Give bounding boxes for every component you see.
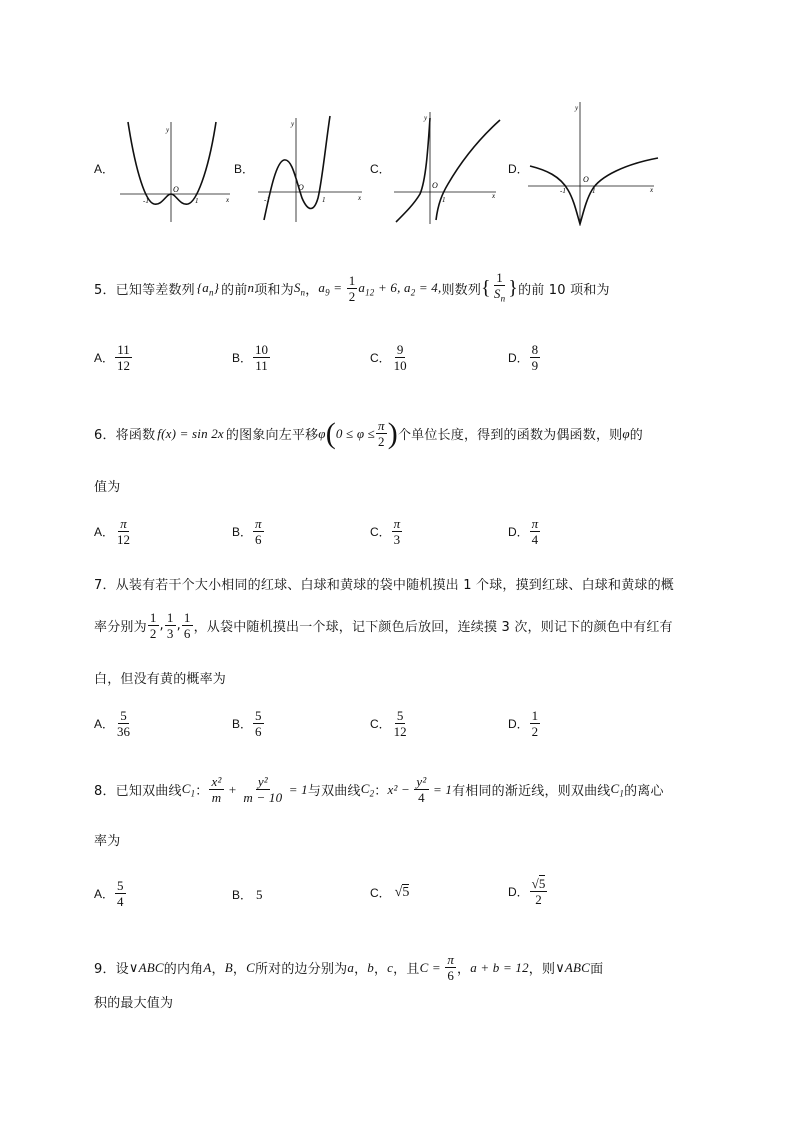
- q4a-origin: O: [173, 185, 179, 194]
- q5-number: 5．: [94, 282, 116, 298]
- q9-text-5: ，: [457, 962, 471, 977]
- q4-option-c-label: C．: [370, 162, 391, 176]
- q8-option-c-label: C．: [370, 886, 391, 900]
- q7-option-b[interactable]: [232, 708, 265, 739]
- q9-text-4: ，且: [393, 962, 420, 977]
- q9-line-2: 积的最大值为: [94, 996, 174, 1011]
- q7-line-2: 率分别为 $\frac{1}{2}$ , $\frac{1}{3}$ , $\frac{1}{6}$ ，从袋中随机摸出一个球，记下颜色后放回，连续摸 3 次，则记下的颜色中有红有: [94, 610, 673, 641]
- q5-option-a-den: 12: [117, 358, 131, 373]
- q8-x2: x²: [211, 774, 222, 789]
- q5-seq: {a: [196, 279, 209, 295]
- q5-seq-sub: n: [208, 287, 214, 298]
- q5-option-b-label: B．: [232, 351, 253, 365]
- q8-option-b-value: 5: [256, 886, 263, 902]
- q5-eq: =: [329, 280, 346, 296]
- q9-comma-2: ，: [232, 962, 247, 977]
- q5-inv-num: 1: [496, 270, 503, 285]
- q4c-one: 1: [442, 196, 446, 204]
- q4-graph-b: [256, 112, 366, 224]
- q7-option-c-num: 5: [396, 708, 404, 723]
- q8-four: 4: [418, 790, 425, 805]
- q6-phi-2: φ: [622, 425, 630, 441]
- q5-option-c-label: C．: [370, 351, 391, 365]
- q6-option-d-label: D．: [508, 525, 529, 539]
- q7-option-c-den: 12: [393, 724, 407, 739]
- q6-option-a-den: 12: [117, 532, 131, 547]
- q8-line-2: 率为: [94, 834, 121, 849]
- q7-number: 7．: [94, 578, 116, 593]
- q7-option-c[interactable]: [370, 708, 410, 739]
- q9-Ceq: C =: [419, 959, 445, 975]
- q4a-neg1: -1: [143, 197, 149, 205]
- q4-graph-a: [116, 114, 236, 224]
- q5-a2-sub: 2: [410, 287, 416, 298]
- q6-option-d[interactable]: [508, 516, 541, 547]
- q4b-one: 1: [322, 196, 326, 204]
- q6-option-a-label: A．: [94, 525, 115, 539]
- q7-option-d-num: 1: [531, 708, 539, 723]
- q4c-ylabel: y: [424, 114, 428, 122]
- q5-a12: a: [358, 279, 366, 295]
- q8-option-d[interactable]: D． $\frac{√5}{2}$: [508, 876, 546, 907]
- q9-a: a: [347, 959, 355, 975]
- q6-option-a[interactable]: [94, 516, 133, 547]
- q8-option-a-label: A．: [94, 887, 115, 901]
- q5-option-d-label: D．: [508, 351, 529, 365]
- q9-comma-3: ，: [354, 962, 368, 977]
- q5-S: S: [293, 279, 301, 295]
- q6-option-b-label: B．: [232, 525, 253, 539]
- q5-half-num: 1: [348, 272, 356, 288]
- q5-seq-close: }: [213, 279, 220, 295]
- q7-option-a[interactable]: [94, 708, 133, 739]
- q9-text-3: 所对的边分别为: [254, 962, 348, 977]
- q5-option-a[interactable]: [94, 342, 133, 373]
- q9-apb: a + b = 12: [470, 959, 529, 975]
- q9-pi: π: [447, 952, 455, 967]
- q8-m: m: [211, 790, 222, 805]
- q5-text-2: 的前: [221, 282, 248, 298]
- q5-option-b[interactable]: [232, 342, 271, 373]
- q9-six: 6: [447, 968, 455, 983]
- q9-text-1: 设: [115, 962, 129, 977]
- q5-option-c[interactable]: [370, 342, 410, 373]
- q5-plus6: + 6,: [374, 280, 404, 296]
- q9-number: 9．: [94, 962, 116, 977]
- q4c-origin: O: [432, 181, 438, 190]
- q6-text-3: 个单位长度，得到的函数为偶函数，则: [397, 428, 623, 443]
- q8-C1b-sub: 1: [619, 788, 625, 799]
- q7-option-d[interactable]: [508, 708, 541, 739]
- q6-cond: 0 ≤ φ ≤: [335, 425, 376, 441]
- q9-text-6: ，则: [528, 962, 556, 977]
- q7-p2-den: 3: [166, 626, 174, 641]
- q4b-origin: O: [298, 183, 304, 192]
- q4b-xlabel: x: [358, 194, 362, 202]
- q6-option-c[interactable]: [370, 516, 403, 547]
- q7-text-2-pre: 率分别为: [94, 620, 147, 635]
- q9-B: B: [224, 959, 233, 975]
- q4b-ylabel: y: [291, 120, 295, 128]
- q5-option-d[interactable]: [508, 342, 541, 373]
- q4-option-d-label: D．: [508, 162, 529, 176]
- q8-option-b[interactable]: [232, 886, 263, 903]
- q4-option-a-label: A．: [94, 162, 115, 176]
- q9-A: A: [203, 959, 212, 975]
- q8-text-2: 与双曲线: [307, 784, 361, 799]
- q6-text-2: 的图象向左平移: [225, 428, 319, 443]
- q6-option-b-num: π: [255, 516, 262, 531]
- q6-text-4: 的: [629, 428, 643, 443]
- q4b-curve: [264, 116, 330, 220]
- q8-text-4: 的离心: [624, 784, 664, 799]
- q7-option-a-den: 36: [117, 724, 131, 739]
- q6-number: 6．: [94, 428, 116, 443]
- q6-option-b-den: 6: [255, 532, 262, 547]
- q8-C1b: C: [610, 780, 620, 796]
- q8-option-d-num: 5: [538, 876, 546, 891]
- q5-inv-frac: [492, 270, 507, 307]
- q5-inv-den: S: [493, 286, 501, 301]
- q4c-xlabel: x: [492, 192, 496, 200]
- q5-a9-sub: 9: [325, 287, 330, 298]
- q5-text-1: 已知等差数列: [115, 282, 195, 298]
- q5-option-d-den: 9: [531, 358, 539, 373]
- q4-option-b-label: B．: [234, 162, 255, 176]
- q9-comma-4: ，: [373, 962, 388, 977]
- q5-option-b-den: 11: [255, 358, 268, 373]
- q7-p1-den: 2: [149, 626, 157, 641]
- q8-option-c[interactable]: C． √5: [370, 884, 410, 900]
- q8-option-d-label: D．: [508, 885, 529, 899]
- q8-y2b: y²: [416, 774, 427, 789]
- q5-text-6: 的前 10 项和为: [518, 282, 610, 298]
- q4b-neg1: -1: [264, 196, 270, 204]
- q5-text-4: ，: [305, 282, 319, 298]
- q4a-xlabel: x: [226, 196, 230, 204]
- q8-eq1b: = 1: [429, 781, 453, 797]
- q8-number: 8．: [94, 784, 116, 799]
- q5-stem: 5． 已知等差数列 $\{a_n\}$ 的前 n 项和为 $S_n$ ， $a_9$ = $\frac{1}{2}$ $a_{12}$ + 6, $a_2$ = 4, 则数列 { $\frac{1}{S_n}$ } 的前 10 项和为: [94, 270, 610, 307]
- q6-text-1: 将函数: [115, 428, 156, 443]
- q5-S-sub: n: [300, 287, 306, 298]
- q4-graph-c: [392, 108, 504, 226]
- q7-option-b-den: 6: [255, 724, 262, 739]
- q7-text-1: 从装有若干个大小相同的红球、白球和黄球的袋中随机摸出 1 个球，摸到红球、白球和黄球的概: [115, 578, 675, 593]
- q8-plus: +: [224, 781, 241, 797]
- q8-eq1: = 1: [285, 781, 308, 797]
- q8-option-a-num: 5: [117, 878, 124, 893]
- q4c-curve-right: [436, 120, 500, 220]
- q5-option-c-den: 10: [393, 358, 407, 373]
- q5-half-den: 2: [348, 288, 356, 304]
- q6-two: 2: [378, 434, 385, 449]
- q6-line-2: 值为: [94, 480, 121, 495]
- q8-stem: [94, 774, 664, 805]
- q6-pi: π: [378, 418, 385, 433]
- q8-option-a[interactable]: [94, 878, 127, 909]
- q4d-neg1: -1: [560, 187, 566, 195]
- q6-option-c-den: 3: [393, 532, 401, 547]
- q7-option-d-label: D．: [508, 717, 529, 731]
- q5-half: [347, 273, 358, 304]
- q9-comma-1: ，: [211, 962, 225, 977]
- q7-option-b-label: B．: [232, 717, 253, 731]
- q5-option-d-num: 8: [531, 342, 539, 357]
- q7-option-a-label: A．: [94, 717, 115, 731]
- q9-c: c: [387, 959, 394, 975]
- q5-text-3: 项和为: [254, 282, 294, 298]
- q8-option-a-den: 4: [117, 894, 124, 909]
- q4d-xlabel: x: [650, 186, 654, 194]
- q7-line-1: [94, 574, 674, 593]
- q9-triangle-2: ∨ABC: [555, 959, 591, 975]
- q8-y2: y²: [257, 774, 268, 789]
- q4a-ylabel: y: [166, 126, 170, 134]
- q8-C1-sub: 1: [190, 788, 196, 799]
- q8-colon-2: ：: [374, 784, 388, 799]
- q6-fx: f(x) = sin 2x: [157, 425, 224, 441]
- q6-option-a-num: π: [120, 516, 127, 531]
- q6-option-b[interactable]: [232, 516, 265, 547]
- q9-triangle: ∨ABC: [128, 959, 164, 975]
- q6-option-c-num: π: [393, 516, 401, 531]
- q7-text-2-post: ，从袋中随机摸出一个球，记下颜色后放回，连续摸 3 次，则记下的颜色中有红有: [193, 620, 673, 635]
- q6-option-d-den: 4: [531, 532, 539, 547]
- q4-graph-d: [526, 100, 662, 226]
- q4c-curve-left: [396, 118, 430, 222]
- q7-line-3: 白，但没有黄的概率为: [94, 672, 227, 687]
- q8-C2-sub: 2: [369, 788, 375, 799]
- q9-b: b: [367, 959, 374, 975]
- q5-option-b-num: 10: [255, 342, 269, 357]
- q8-option-d-den: 2: [535, 892, 542, 907]
- q9-C: C: [246, 959, 255, 975]
- q5-eq4: = 4,: [415, 280, 442, 296]
- q9-text-2: 的内角: [163, 962, 204, 977]
- q9-stem: [94, 952, 603, 983]
- q5-a12-sub: 12: [365, 287, 375, 298]
- q5-a9: a: [318, 279, 326, 295]
- q6-option-d-num: π: [531, 516, 539, 531]
- q8-C1: C: [181, 780, 191, 796]
- q7-option-b-num: 5: [255, 708, 262, 723]
- q8-text-1: 已知双曲线: [115, 784, 182, 799]
- q7-p2-num: 1: [166, 610, 174, 625]
- q5-n: n: [247, 280, 255, 296]
- q8-C2: C: [360, 780, 370, 796]
- q7-p3-den: 6: [183, 626, 191, 641]
- q5-a2: a: [404, 279, 411, 295]
- q7-option-c-label: C．: [370, 717, 391, 731]
- q8-m10: m − 10: [243, 790, 283, 805]
- q4d-one: 1: [592, 187, 596, 195]
- q7-p1-num: 1: [149, 610, 157, 625]
- q8-option-c-value: 5: [402, 884, 410, 900]
- q8-option-b-label: B．: [232, 888, 253, 902]
- q4a-one: 1: [195, 197, 199, 205]
- q5-inv-den-sub: n: [500, 293, 506, 304]
- q6-option-c-label: C．: [370, 525, 391, 539]
- q7-option-a-num: 5: [120, 708, 127, 723]
- q6-stem: 6． 将函数 f(x) = sin 2x 的图象向左平移 φ ( 0 ≤ φ ≤ $\frac{\pi}{2}$ ) 个单位长度，得到的函数为偶函数，则 φ 的: [94, 416, 643, 450]
- q8-text-3: 有相同的渐近线，则双曲线: [452, 784, 611, 799]
- q5-option-c-num: 9: [396, 342, 404, 357]
- q5-option-a-label: A．: [94, 351, 115, 365]
- q5-option-a-num: 11: [117, 342, 130, 357]
- q4d-ylabel: y: [575, 104, 579, 112]
- q7-option-d-den: 2: [531, 724, 539, 739]
- q4a-curve: [128, 122, 216, 204]
- q9-text-7: 面: [590, 962, 604, 977]
- q8-colon: ：: [195, 784, 209, 799]
- q8-x2b: x² −: [387, 781, 414, 797]
- q6-phi: φ: [318, 425, 326, 441]
- q7-p3-num: 1: [183, 610, 191, 625]
- q4d-origin: O: [583, 175, 589, 184]
- q5-text-5: 则数列: [441, 282, 482, 298]
